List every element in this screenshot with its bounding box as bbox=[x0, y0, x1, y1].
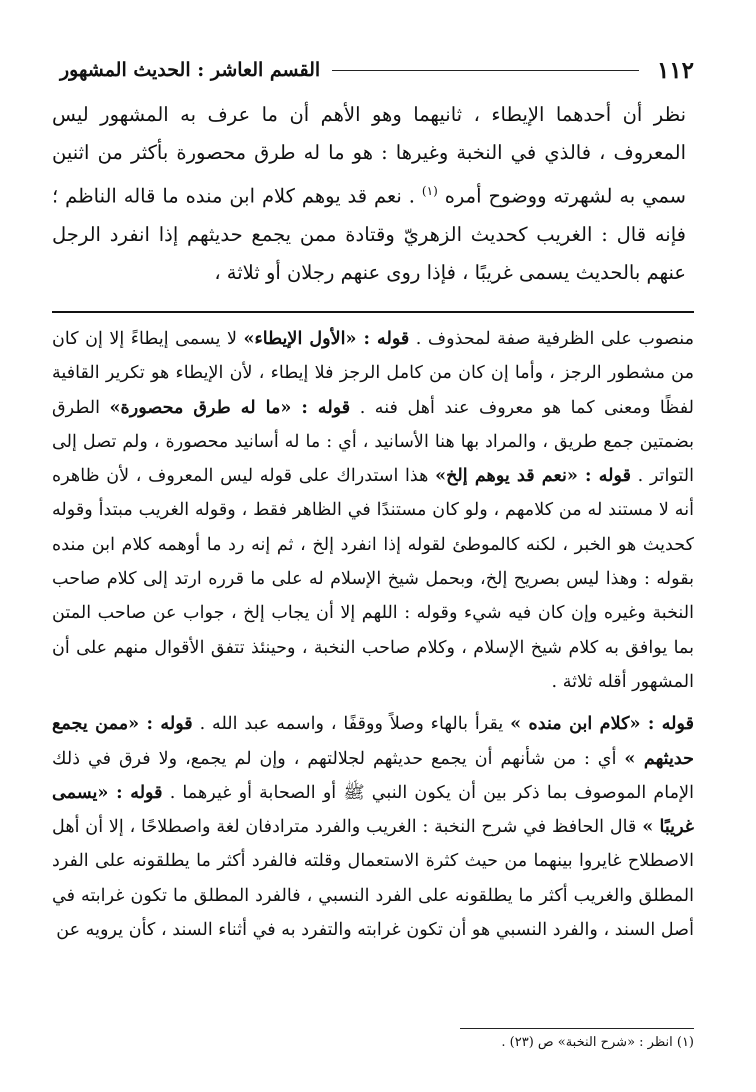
commentary-quote: قوله : «ما له طرق محصورة» bbox=[109, 396, 351, 418]
commentary-quote: قوله : «الأول الإيطاء» bbox=[243, 328, 410, 349]
commentary-segment: أي : من شأنهم أن يجمع حديثهم لجلالتهم ، وإن لم يجمع، ولا فرق في ذلك الإمام الموصوف بما ذكر بين أن يكون النبي ﷺ أو الصحابة أو غيرهما . bbox=[52, 748, 694, 803]
main-paragraph bbox=[52, 96, 686, 293]
running-title: القسم العاشر : الحديث المشهور bbox=[60, 59, 321, 81]
main-text bbox=[52, 96, 686, 293]
commentary-quote: قوله : «كلام ابن منده » bbox=[510, 713, 694, 735]
footnote-rule bbox=[460, 1028, 694, 1029]
page-header bbox=[60, 52, 694, 88]
commentary-segment: هذا استدراك على قوله ليس المعروف ، لأن ظاهره أنه لا مستند له من كلامهم ، ولو كان مستندًا في الظاهر فقط ، وقوله الغريب مبتدأ وقوله كحديث هو الخبر ، لكنه كالموطئ لقوله إذا انفرد إلخ ، ثم إنه رد ما أوهمه كلام ابن منده بقوله : وهذا ليس بصريح إلخ، وبحمل شيخ الإسلام له على ما قرره ارتد إلى كلام صاحب النخبة وغيره وإن كان فيه شيء وقوله : اللهم إلا أن يجاب إلخ ، جواب عن صاحب المتن بما يوافق به كلام شيخ الإسلام ، وكلام صاحب النخبة ، وحينئذ تتفق الأقوال منهم على أن المشهور أقله ثلاثة . bbox=[52, 466, 694, 692]
footnote: (١) انظر : «شرح النخبة» ص (٢٣) . bbox=[501, 1035, 694, 1050]
commentary-paragraph-1 bbox=[52, 322, 694, 699]
page-number: ١١٢ bbox=[656, 56, 694, 84]
commentary-segment: لا يسمى إيطاءً إلا إن كان من مشطور الرجز ، وأما إن كان من كامل الرجز فلا إيطاء ، لأن الإيطاء هو تكرير القافية لفظًا ومعنى كما هو معروف عند أهل فنه . bbox=[52, 329, 694, 418]
commentary-segment: قال الحافظ في شرح النخبة : الغريب والفرد مترادفان لغة واصطلاحًا ، إلا أن أهل الاصطلاح غايروا بينهما من حيث كثرة الاستعمال وقلته فالفرد أكثر ما يطلقونه على الفرد المطلق والغريب أكثر ما يطلقونه على الفرد النسبي ، فالفرد المطلق ما تكون غرابته في أصل السند ، والفرد النسبي هو أن تكون غرابته والتفرد به في أثناء السند ، كأن يرويه عن bbox=[52, 817, 694, 941]
commentary-segment: منصوب على الظرفية صفة لمحذوف . bbox=[409, 329, 694, 349]
commentary-paragraph-2 bbox=[52, 707, 694, 947]
commentary-quote: قوله : «نعم قد يوهم إلخ» bbox=[435, 465, 631, 487]
main-text-part-1: نظر أن أحدهما الإيطاء ، ثانيهما وهو الأهم أن ما عرف به المشهور ليس المعروف ، فالذي في النخبة وغيرها : هو ما له طرق محصورة بأكثر من اثنين سمي به لشهرته ووضوح أمره bbox=[52, 103, 686, 208]
commentary bbox=[52, 322, 694, 947]
commentary-segment: يقرأ بالهاء وصلاً ووقفًا ، واسمه عبد الله . bbox=[192, 714, 511, 735]
commentary-segment: الطرق بضمتين جمع طريق ، والمراد بها هنا الأسانيد ، أي : ما له أسانيد محصورة ، ولم تصل إلى التواتر . bbox=[52, 397, 694, 487]
header-rule bbox=[332, 70, 639, 71]
footnote-reference[interactable]: (١) bbox=[421, 184, 438, 199]
commentary-quote: قوله : «يسمى غريبًا » bbox=[52, 781, 694, 838]
main-text-part-2: . نعم قد يوهم كلام ابن منده ما قاله الناظم ؛ فإنه قال : الغريب كحديث الزهريّ وقتادة ممن يجمع حديثهم إذا انفرد الرجل عنهم بالحديث يسمى غريبًا ، فإذا روى عنهم رجلان أو ثلاثة ، bbox=[52, 184, 686, 285]
commentary-divider bbox=[52, 311, 694, 313]
commentary-quote: قوله : «ممن يجمع حديثهم » bbox=[52, 713, 694, 769]
